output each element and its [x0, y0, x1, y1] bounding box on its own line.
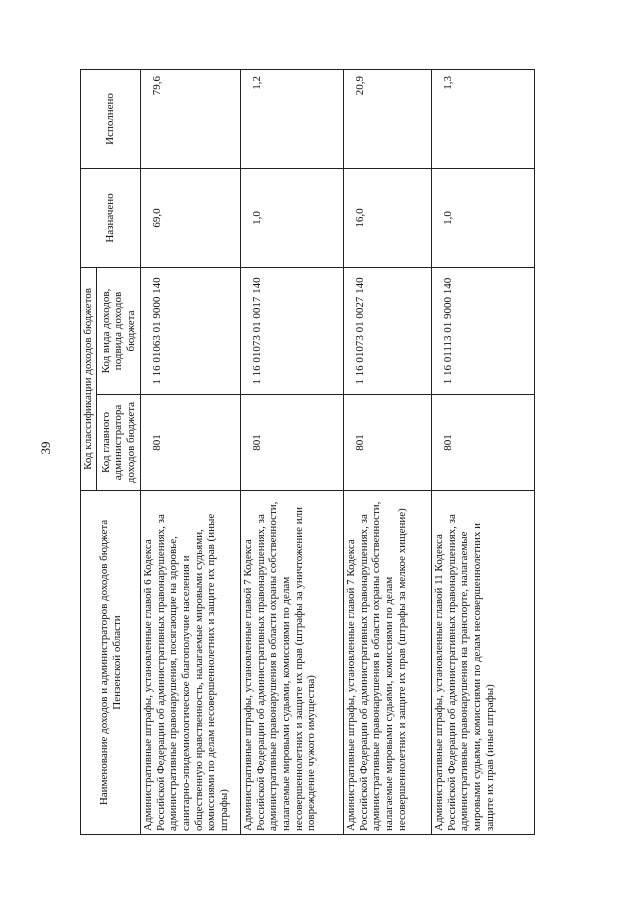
row-assigned: 1,0 — [432, 169, 535, 268]
row-admin-code: 801 — [432, 395, 535, 491]
row-executed: 20,9 — [344, 70, 432, 169]
row-assigned: 16,0 — [344, 169, 432, 268]
row-admin-code: 801 — [241, 395, 344, 491]
header-assigned: Назначено — [81, 169, 141, 268]
table-row — [141, 70, 241, 835]
table-row — [344, 70, 432, 835]
row-name: Административные штрафы, установленные главой 11 Кодекса Российской Федерации об административных правонарушениях, за административные правонарушения на транспорте, налагаемые мировыми судьями, комиссиями по делам несовершеннолетних и защите их прав (иные штрафы) — [432, 491, 535, 835]
row-admin-code: 801 — [344, 395, 432, 491]
row-executed: 1,3 — [432, 70, 535, 169]
header-name: Наименование доходов и администраторов доходов бюджета Пензенской области — [81, 491, 141, 835]
table-row — [432, 70, 535, 835]
row-revenue-code: 1 16 01063 01 9000 140 — [141, 268, 241, 395]
row-revenue-code: 1 16 01113 01 9000 140 — [432, 268, 535, 395]
row-executed: 79,6 — [141, 70, 241, 169]
row-admin-code: 801 — [141, 395, 241, 491]
row-name: Административные штрафы, установленные главой 6 Кодекса Российской Федерации об административных правонарушениях, за административные правонарушения, посягающие на здоровье, санитарно-эпидемиологическое благополучие населения и общественную нравственность, налагаемые мировыми судьями, комиссиями по делам несовершеннолетних и защите их прав (иные штрафы) — [141, 491, 241, 835]
row-revenue-code: 1 16 01073 01 0017 140 — [241, 268, 344, 395]
row-name: Административные штрафы, установленные главой 7 Кодекса Российской Федерации об административных правонарушениях, за административные правонарушения в области охраны собственности, налагаемые мировыми судьями, комиссиями по делам несовершеннолетних и защите их прав (штрафы за уничтожение или повреждение чужого имущества) — [241, 491, 344, 835]
table-row — [241, 70, 344, 835]
header-admin-code: Код главного администратора доходов бюджета — [97, 395, 141, 491]
header-classification: Код классификации доходов бюджетов — [81, 268, 97, 491]
budget-revenue-table — [80, 69, 535, 835]
rotated-table-container — [80, 70, 534, 835]
row-assigned: 69,0 — [141, 169, 241, 268]
row-assigned: 1,0 — [241, 169, 344, 268]
row-name: Административные штрафы, установленные главой 7 Кодекса Российской Федерации об административных правонарушениях, за административные правонарушения в области охраны собственности, налагаемые мировыми судьями, комиссиями по делам несовершеннолетних и защите их прав (штрафы за мелкое хищение) — [344, 491, 432, 835]
header-revenue-code: Код вида доходов, подвида доходов бюджета — [97, 268, 141, 395]
row-executed: 1,2 — [241, 70, 344, 169]
page-number: 39 — [38, 441, 53, 455]
row-revenue-code: 1 16 01073 01 0027 140 — [344, 268, 432, 395]
header-executed: Исполнено — [81, 70, 141, 169]
